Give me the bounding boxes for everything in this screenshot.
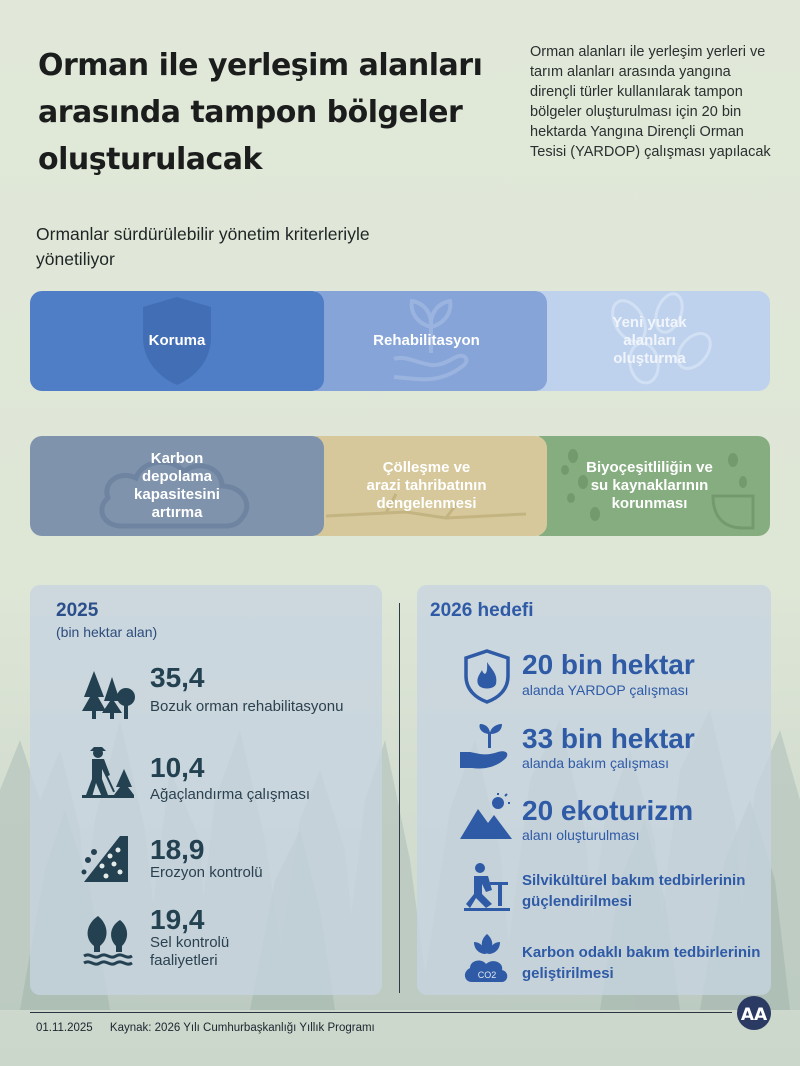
criteria-tile-collesme bbox=[306, 436, 547, 536]
stat-label: Bozuk orman rehabilitasyonu bbox=[150, 698, 344, 715]
criteria-tile-koruma bbox=[30, 291, 324, 391]
criteria-tile-karbon bbox=[30, 436, 324, 536]
footer bbox=[36, 1022, 375, 1034]
stat-value: 35,4 bbox=[150, 662, 205, 693]
page-title: Orman ile yerleşim alanları arasında tampon bölgeler oluşturulacak bbox=[38, 48, 483, 177]
aa-logo-text: AA bbox=[740, 1005, 768, 1025]
seedling-hand-icon bbox=[458, 722, 514, 772]
targets-title: 2026 hedefi bbox=[430, 600, 534, 621]
stat-value: 18,9 bbox=[150, 834, 205, 865]
stat-value: 10,4 bbox=[150, 752, 205, 783]
stat-label: Sel kontrolü faaliyetleri bbox=[150, 934, 230, 969]
criteria-label: Çölleşme ve arazi tahribatının dengelenmesi bbox=[366, 459, 487, 512]
forester-icon bbox=[462, 862, 512, 912]
target-value: 33 bin hektar bbox=[522, 723, 695, 754]
fire-shield-icon bbox=[462, 648, 512, 704]
footer-source: Kaynak: 2026 Yılı Cumhurbaşkanlığı Yıllık Programı bbox=[109, 1022, 375, 1034]
flood-leaves-icon bbox=[80, 912, 136, 968]
mountain-sun-icon bbox=[458, 793, 514, 843]
target-value: 20 bin hektar bbox=[522, 649, 695, 680]
criteria-tile-yeni-yutak bbox=[529, 291, 770, 391]
target-label: alanda YARDOP çalışması bbox=[522, 682, 689, 698]
target-text: Silvikültürel bakım tedbirlerinin güçlendirilmesi bbox=[522, 872, 746, 910]
criteria-label: Rehabilitasyon bbox=[373, 332, 480, 349]
aa-logo bbox=[735, 995, 773, 1031]
target-value: 20 ekoturizm bbox=[522, 795, 694, 826]
target-label: alanda bakım çalışması bbox=[522, 755, 670, 771]
stat-label: Ağaçlandırma çalışması bbox=[150, 786, 311, 803]
stats-year: 2025 bbox=[56, 600, 99, 621]
co2-label: CO2 bbox=[477, 970, 497, 980]
intro-paragraph: Orman alanları ile yerleşim yerleri ve tarım alanları arasında yangına dirençli türler kullanılarak tampon bölgeler oluşturulması için 20 bin hektarda Yangına Dirençli Orman Tesisi (YARDOP) çalışması yapılacak bbox=[530, 44, 771, 160]
section-subtitle: Ormanlar sürdürülebilir yönetim kriterleriyle yönetiliyor bbox=[36, 224, 370, 269]
erosion-icon bbox=[80, 830, 136, 886]
trees-icon bbox=[80, 667, 136, 723]
criteria-label: Koruma bbox=[148, 332, 206, 349]
planting-person-icon bbox=[80, 745, 136, 801]
footer-date: 01.11.2025 bbox=[36, 1022, 93, 1034]
stat-value: 19,4 bbox=[150, 904, 205, 935]
co2-tree-icon bbox=[462, 932, 512, 984]
target-label: alanı oluşturulması bbox=[522, 827, 640, 843]
criteria-label: Karbon depolama kapasitesini artırma bbox=[134, 450, 220, 521]
target-text: Karbon odaklı bakım tedbirlerinin geliştirilmesi bbox=[522, 944, 761, 982]
criteria-label: Yeni yutak alanları oluşturma bbox=[612, 314, 687, 367]
criteria-tile-rehabilitasyon bbox=[306, 291, 547, 391]
panel-divider bbox=[399, 603, 400, 993]
stat-label: Erozyon kontrolü bbox=[150, 864, 263, 881]
criteria-tile-biyocesitlilik bbox=[529, 436, 770, 536]
stats-unit: (bin hektar alan) bbox=[56, 624, 158, 640]
footer-divider bbox=[30, 1012, 732, 1013]
criteria-label: Biyoçeşitliliğin ve su kaynaklarının korunması bbox=[586, 459, 713, 512]
